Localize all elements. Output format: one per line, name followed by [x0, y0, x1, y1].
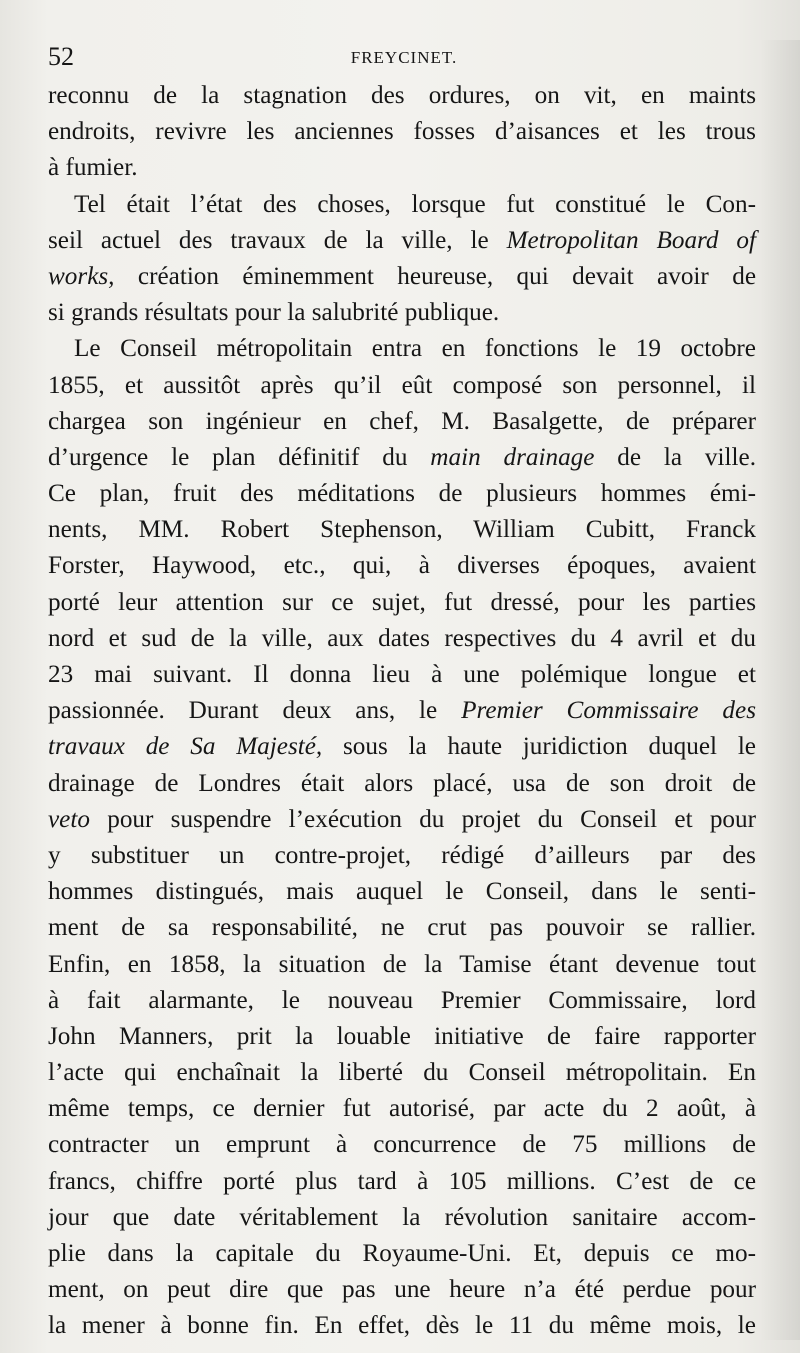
text-run: d’urgence le plan définitif du [48, 443, 431, 471]
running-head: FREYCINET. [350, 48, 458, 67]
italic-term: travaux de Sa Majesté, [48, 733, 323, 761]
text-line: nord et sud de la ville, aux dates respectives du 4 avril et du [48, 624, 756, 652]
italic-term: veto [48, 805, 90, 833]
text-run: seil actuel des travaux de la ville, le [48, 226, 507, 254]
text-run: passionnée. Durant deux ans, le [48, 697, 462, 725]
text-line: l’acte qui enchaînait la liberté du Conseil métropolitain. En [48, 1059, 756, 1087]
italic-term: Premier Commissaire des [461, 697, 756, 725]
text-line [48, 802, 756, 838]
text-line [48, 693, 756, 729]
text-line: 23 mai suivant. Il donna lieu à une polémique longue et [48, 661, 756, 688]
text-run: création éminemment heureuse, qui devait avoir de [114, 262, 756, 290]
page-header [48, 42, 760, 74]
italic-term: works, [48, 262, 115, 290]
text-line: ment de sa responsabilité, ne crut pas pouvoir se rallier. [48, 914, 756, 942]
text-line [48, 259, 756, 295]
text-line: porté leur attention sur ce sujet, fut dressé, pour les parties [48, 588, 756, 616]
text-line: plie dans la capitale du Royaume-Uni. Et, depuis ce mo- [48, 1240, 756, 1267]
text-line: même temps, ce dernier fut autorisé, par acte du 2 août, à [48, 1095, 756, 1123]
body-text [48, 78, 756, 1345]
text-line: Forster, Haywood, etc., qui, à diverses époques, avaient [48, 552, 756, 580]
text-line: chargea son ingénieur en chef, M. Basalgette, de préparer [48, 407, 756, 435]
text-line [48, 729, 756, 765]
text-line: la mener à bonne fin. En effet, dès le 11 du même mois, le [48, 1312, 756, 1340]
text-line: Enfin, en 1858, la situation de la Tamise étant devenue tout [48, 950, 756, 978]
text-line: John Manners, prit la louable initiative de faire rapporter [48, 1022, 756, 1050]
text-line: Le Conseil métropolitain entra en fonctions le 19 octobre [74, 335, 756, 363]
text-line: à fumier. [48, 154, 138, 182]
text-line: reconnu de la stagnation des ordures, on vit, en maints [48, 82, 756, 109]
text-line: hommes distingués, mais auquel le Conseil, dans le senti- [48, 878, 756, 906]
text-line: Ce plan, fruit des méditations de plusieurs hommes émi- [48, 480, 756, 508]
text-line [48, 440, 756, 476]
italic-term: Metropolitan Board of [506, 226, 756, 254]
text-line: Tel était l’état des choses, lorsque fut constitué le Con- [74, 190, 756, 218]
text-line: 1855, et aussitôt après qu’il eût composé son personnel, il [48, 371, 756, 399]
text-line: si grands résultats pour la salubrité publique. [48, 299, 500, 327]
page-number: 52 [48, 42, 74, 71]
text-run: de la ville. [594, 443, 756, 471]
text-line: francs, chiffre porté plus tard à 105 millions. C’est de ce [48, 1167, 756, 1195]
text-line: contracter un emprunt à concurrence de 75 millions de [48, 1131, 756, 1159]
page-edge-shadow [760, 40, 800, 1340]
text-run: pour suspendre l’exécution du projet du Conseil et pour [89, 805, 756, 833]
text-line: jour que date véritablement la révolution sanitaire accom- [48, 1203, 756, 1231]
text-line: à fait alarmante, le nouveau Premier Commissaire, lord [48, 986, 756, 1014]
text-line [48, 223, 756, 259]
italic-term: main drainage [430, 443, 595, 471]
text-line: nents, MM. Robert Stephenson, William Cubitt, Franck [48, 516, 756, 544]
text-line: endroits, revivre les anciennes fosses d’aisances et les trous [48, 118, 756, 146]
text-line: y substituer un contre-projet, rédigé d’ailleurs par des [48, 841, 756, 869]
text-line: drainage de Londres était alors placé, usa de son droit de [48, 769, 756, 797]
text-run: sous la haute juridiction duquel le [322, 733, 756, 761]
text-line: ment, on peut dire que pas une heure n’a été perdue pour [48, 1276, 756, 1304]
